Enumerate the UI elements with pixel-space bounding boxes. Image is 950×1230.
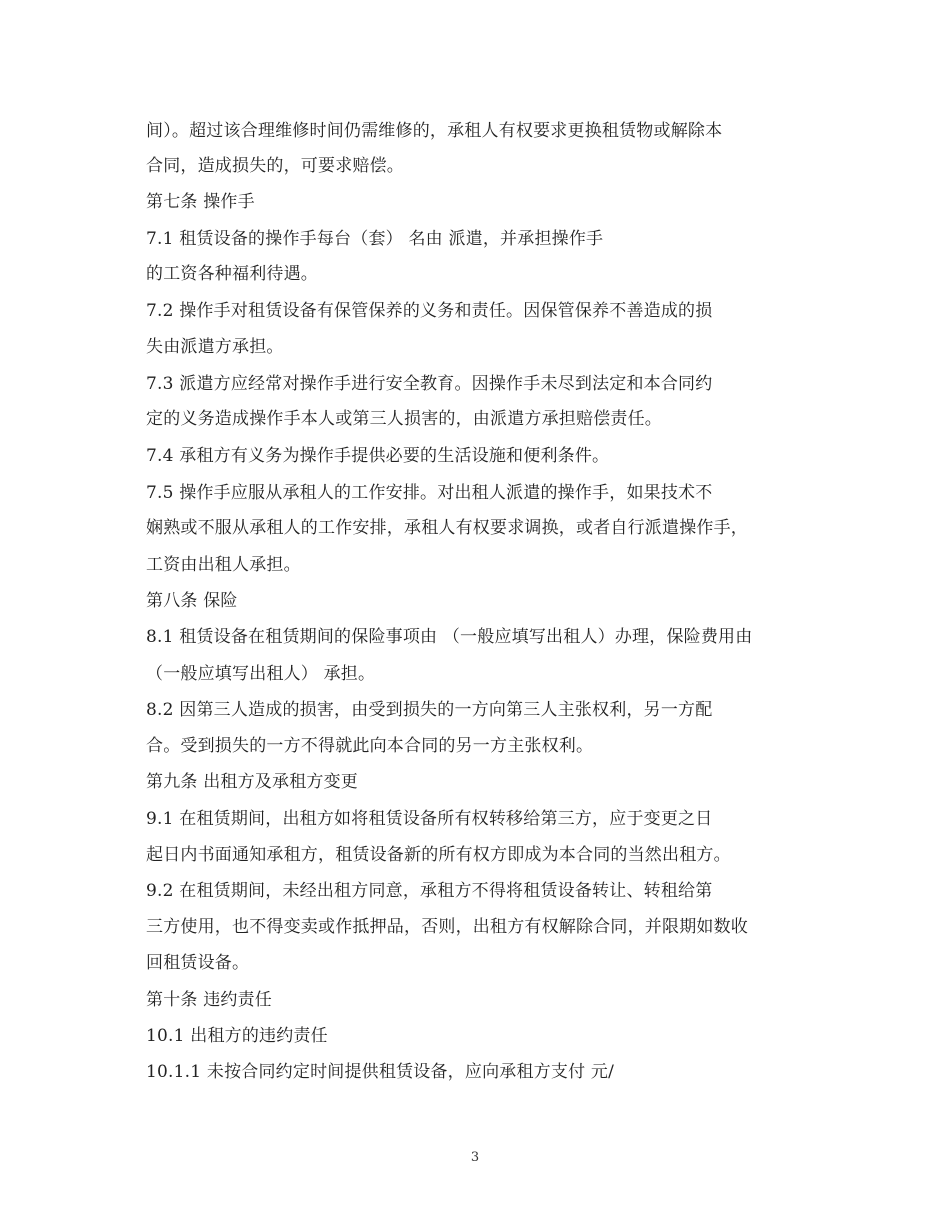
text-line: 8.1 租赁设备在租赁期间的保险事项由 （一般应填写出租人）办理，保险费用由 [146, 627, 753, 647]
text-line: 7.2 操作手对租赁设备有保管保养的义务和责任。因保管保养不善造成的损 [146, 301, 713, 321]
text-line: 失由派遣方承担。 [146, 337, 284, 357]
text-line: 娴熟或不服从承租人的工作安排，承租人有权要求调换，或者自行派遣操作手， [146, 518, 748, 538]
text-line: 合。受到损失的一方不得就此向本合同的另一方主张权利。 [146, 736, 594, 756]
text-line: 回租赁设备。 [146, 953, 250, 973]
text-line: 8.2 因第三人造成的损害，由受到损失的一方向第三人主张权利，另一方配 [146, 700, 713, 720]
text-line: 7.3 派遣方应经常对操作手进行安全教育。因操作手未尽到法定和本合同约 [146, 374, 713, 394]
text-line: 工资由出租人承担。 [146, 555, 301, 575]
text-line: 9.1 在租赁期间，出租方如将租赁设备所有权转移给第三方，应于变更之日 [146, 809, 713, 829]
section-heading: 第八条 保险 [146, 591, 238, 611]
section-heading: 第七条 操作手 [146, 192, 255, 212]
text-line: 10.1.1 未按合同约定时间提供租赁设备，应向承租方支付 元/ [146, 1062, 615, 1082]
page-number: 3 [470, 1150, 480, 1165]
text-line: 9.2 在租赁期间，未经出租方同意，承租方不得将租赁设备转让、转租给第 [146, 881, 713, 901]
text-line: 7.1 租赁设备的操作手每台（套） 名由 派遣，并承担操作手 [146, 229, 604, 249]
text-line: 合同，造成损失的，可要求赔偿。 [146, 156, 404, 176]
text-line: 定的义务造成操作手本人或第三人损害的，由派遣方承担赔偿责任。 [146, 409, 662, 429]
text-line: 7.4 承租方有义务为操作手提供必要的生活设施和便利条件。 [146, 446, 610, 466]
text-line: 起日内书面通知承租方，租赁设备新的所有权方即成为本合同的当然出租方。 [146, 845, 731, 865]
text-line: 的工资各种福利待遇。 [146, 264, 318, 284]
text-line: 三方使用，也不得变卖或作抵押品，否则，出租方有权解除合同，并限期如数收 [146, 917, 748, 937]
text-line: 间）。超过该合理维修时间仍需维修的，承租人有权要求更换租赁物或解除本 [146, 121, 723, 141]
text-line: （一般应填写出租人） 承担。 [146, 664, 376, 684]
text-line: 10.1 出租方的违约责任 [146, 1026, 328, 1046]
section-heading: 第九条 出租方及承租方变更 [146, 772, 359, 792]
text-line: 7.5 操作手应服从承租人的工作安排。对出租人派遣的操作手，如果技术不 [146, 483, 713, 503]
section-heading: 第十条 违约责任 [146, 990, 273, 1010]
